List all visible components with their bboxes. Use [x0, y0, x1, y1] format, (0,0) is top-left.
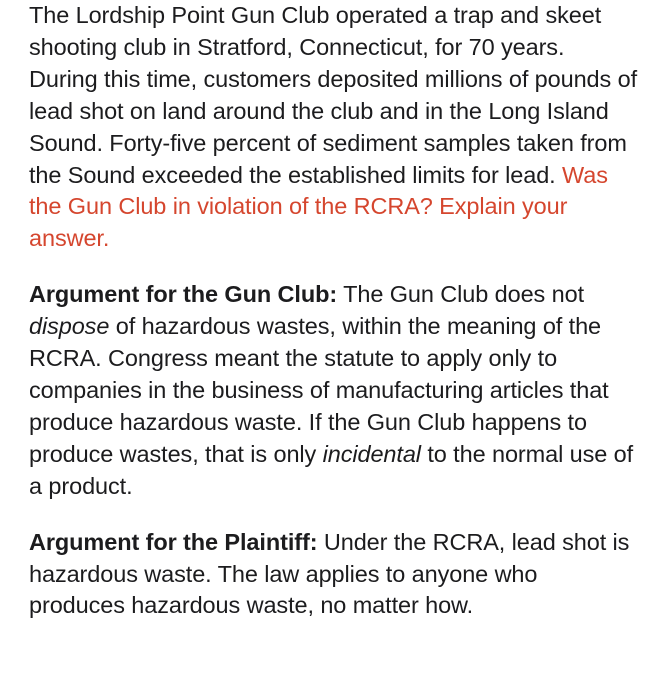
question-text: Was the Gun Club in violation of the RCRA? Explain your answer.	[29, 161, 608, 252]
gun-club-text-1: The Gun Club does not	[343, 281, 584, 308]
intro-paragraph	[29, 0, 639, 255]
plaintiff-label: Argument for the Plaintiff:	[29, 528, 318, 555]
gun-club-argument	[29, 279, 639, 502]
gun-club-label: Argument for the Gun Club:	[29, 281, 338, 308]
plaintiff-text: Under the RCRA, lead shot is hazardous waste. The law applies to anyone who produces hazardous waste, no matter how.	[29, 528, 630, 619]
document-body	[29, 0, 639, 622]
gun-club-emphasis-incidental: incidental	[322, 440, 421, 467]
intro-text: The Lordship Point Gun Club operated a trap and skeet shooting club in Stratford, Connecticut, for 70 years. During this time, customers deposited millions of pounds of lead shot on land around the club and in the Long Island Sound. Forty-five percent of sediment samples taken from the Sound exceeded the established limits for lead.	[29, 2, 638, 188]
plaintiff-argument	[29, 527, 639, 623]
gun-club-text-3: to the normal use of a product.	[29, 440, 634, 499]
gun-club-text-2: of hazardous wastes, within the meaning of the RCRA. Congress meant the statute to apply only to companies in the business of manufacturing articles that produce hazardous waste. If the Gun Club happens to produce wastes, that is only	[29, 313, 609, 467]
gun-club-emphasis-dispose: dispose	[29, 313, 110, 340]
